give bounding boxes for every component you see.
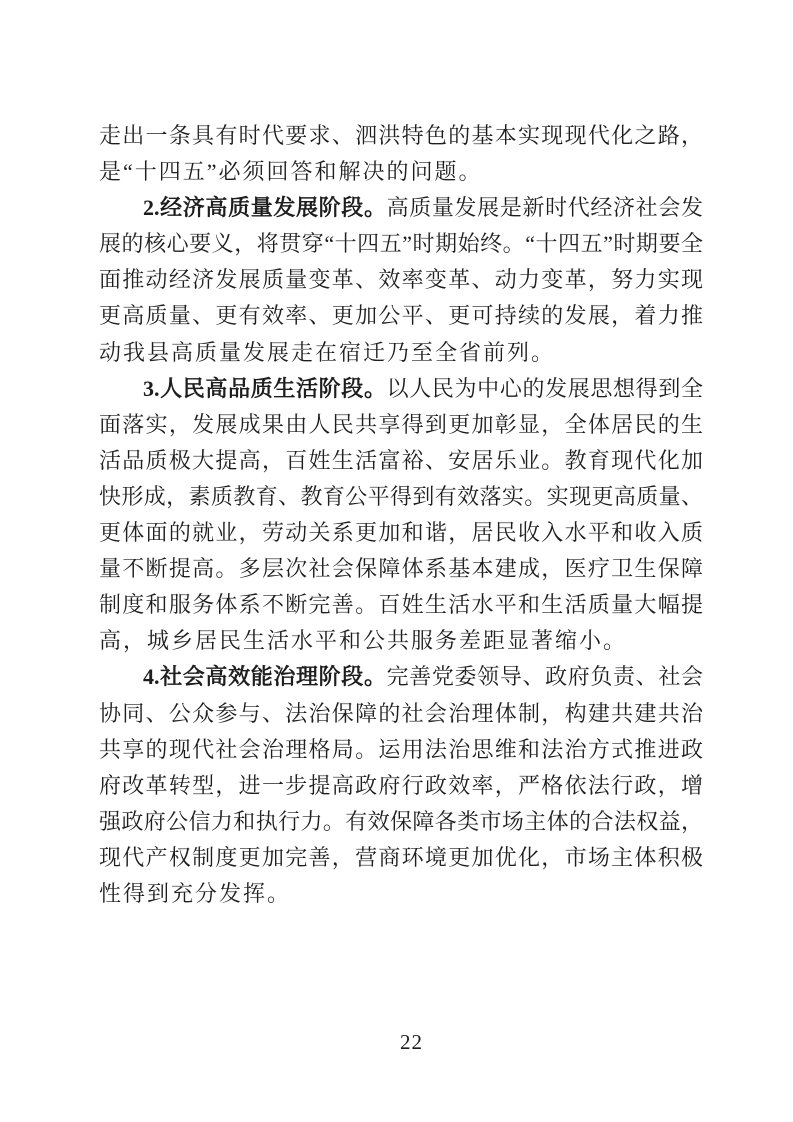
text-line: 制度和服务体系不断完善。百姓生活水平和生活质量大幅提 (99, 592, 703, 618)
text-line: 府改革转型，进一步提高政府行政效率，严格依法行政，增 (99, 772, 703, 798)
text-line: 更高质量、更有效率、更加公平、更可持续的发展，着力推 (99, 303, 703, 329)
text-line: 快形成，素质教育、教育公平得到有效落实。实现更高质量、 (99, 483, 703, 509)
text-line: 共享的现代社会治理格局。运用法治思维和法治方式推进政 (99, 736, 703, 762)
page-footer (0, 1030, 793, 1055)
text-line: 协同、公众参与、法治保障的社会治理体制，构建共建共治 (99, 700, 703, 726)
paragraph (99, 659, 703, 912)
paragraph (99, 118, 703, 190)
section-heading: 4.社会高效能治理阶段。 (143, 664, 387, 690)
text-line: 更体面的就业，劳动关系更加和谐，居民收入水平和收入质 (99, 520, 703, 546)
text-line: 面落实，发展成果由人民共享得到更加彰显，全体居民的生 (99, 411, 703, 437)
text-line: 3.人民高品质生活阶段。以人民为中心的发展思想得到全 (143, 375, 703, 401)
text-line: 活品质极大提高，百姓生活富裕、安居乐业。教育现代化加 (99, 447, 703, 473)
section-heading: 3.人民高品质生活阶段。 (143, 375, 387, 401)
text-line: 走出一条具有时代要求、泗洪特色的基本实现现代化之路， (99, 123, 703, 148)
page-number: 22 (400, 1030, 423, 1054)
section-heading: 2.经济高质量发展阶段。 (143, 195, 387, 221)
text-line: 现代产权制度更加完善，营商环境更加优化，市场主体积极 (99, 844, 703, 870)
paragraph (99, 190, 703, 370)
document-body (99, 118, 703, 912)
text-line: 2.经济高质量发展阶段。高质量发展是新时代经济社会发 (143, 195, 703, 221)
paragraph (99, 371, 703, 660)
text-line: 4.社会高效能治理阶段。完善党委领导、政府负责、社会 (143, 664, 703, 690)
text-line: 高，城乡居民生活水平和公共服务差距显著缩小。 (99, 628, 628, 654)
text-line: 是“十四五”必须回答和解决的问题。 (99, 159, 483, 185)
text-line: 强政府公信力和执行力。有效保障各类市场主体的合法权益， (99, 808, 703, 834)
text-line: 动我县高质量发展走在宿迁乃至全省前列。 (99, 339, 556, 365)
text-line: 量不断提高。多层次社会保障体系基本建成，医疗卫生保障 (99, 556, 703, 582)
text-line: 性得到充分发挥。 (99, 880, 292, 906)
text-line: 面推动经济发展质量变革、效率变革、动力变革，努力实现 (99, 267, 703, 293)
text-line: 展的核心要义，将贯穿“十四五”时期始终。“十四五”时期要全 (99, 231, 703, 257)
